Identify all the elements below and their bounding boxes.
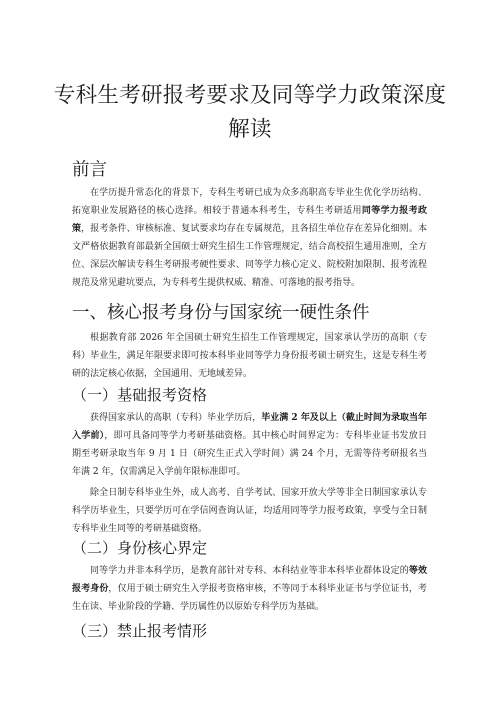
subsection-1-text-a: 获得国家承认的高职（专科）毕业学历后， — [90, 413, 262, 423]
subsection-1-text-b: ，即可具备同等学力考研基础资格。其中核心时间界定为：专科毕业证书发放日期至考研录取当年 9 月 1 日（研究生正式入学时间）满 24 个月，无需等待考研报名当年满 2 年，仅需满足入学前年限标准即可。 — [72, 431, 427, 477]
document-title-line-2: 解读 — [228, 117, 272, 142]
preface-paragraph — [72, 184, 427, 292]
subsection-2-bold-text: 等效报考身份 — [72, 566, 427, 594]
subsection-1-paragraph-1 — [72, 409, 427, 481]
preface-heading: 前言 — [72, 160, 107, 180]
section-1-intro-text: 根据教育部 2026 年全国硕士研究生招生工作管理规定，国家承认学历的高职（专科）毕业生，满足年限要求即可按本科毕业同等学力身份报考硕士研究生，这是专科生考研的法定核心依据，全国通用、无地域差异。 — [72, 333, 427, 379]
document-title-line-1: 专科生考研报考要求及同等学力政策深度 — [53, 83, 447, 108]
subsection-2-text-b: ，仅用于硕士研究生入学报考资格审核，不等同于本科毕业证书与学位证书，考生在读、毕业阶段的学籍、学历属性仍以原始专科学历为基础。 — [72, 584, 427, 612]
subsection-1-heading: （一）基础报考资格 — [72, 386, 208, 404]
subsection-3-heading: （三）禁止报考情形 — [72, 622, 208, 640]
subsection-2-text-a: 同等学力并非本科学历，是教育部针对专科、本科结业等非本科毕业群体设定的 — [90, 566, 409, 576]
subsection-2-heading: （二）身份核心界定 — [72, 539, 208, 557]
preface-bold-text: 同等学力报考政策 — [72, 206, 427, 234]
section-1-intro-paragraph — [72, 329, 427, 383]
subsection-1-paragraph-2 — [72, 484, 427, 538]
subsection-1-bold-text: 毕业满 2 年及以上（截止时间为录取当年入学前） — [72, 413, 427, 441]
preface-text-b: ，报考条件、审核标准、复试要求均存在专属规范，且各招生单位存在差异化细则。本文严格依据教育部最新全国硕士研究生招生工作管理规定，结合高校招生通用准则，全方位、深层次解读专科生考研报考硬性要求、同等学力核心定义、院校附加限制、报考流程规范及常见避坑要点，为专科考生提供权威、精准、可落地的报考指导。 — [72, 224, 427, 288]
preface-text-a: 在学历提升常态化的背景下，专科生考研已成为众多高职高专毕业生优化学历结构、拓宽职业发展路径的核心选择。相较于普通本科考生，专科生考研适用 — [72, 188, 427, 216]
subsection-2-paragraph — [72, 562, 427, 616]
subsection-1-text-2: 除全日制专科毕业生外，成人高考、自学考试、国家开放大学等非全日制国家承认专科学历毕业生，只要学历可在学信网查询认证，均适用同等学力报考政策，享受与全日制专科毕业生同等的考研基础资格。 — [72, 488, 427, 534]
section-1-heading: 一、核心报考身份与国家统一硬性条件 — [72, 303, 370, 323]
